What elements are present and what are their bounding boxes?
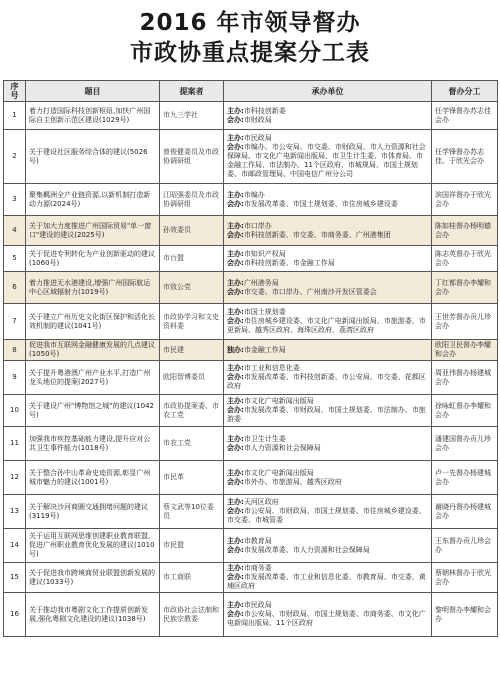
row-seq: 4 <box>4 216 26 246</box>
row-units <box>224 593 432 637</box>
co-units-label: 会办: <box>227 199 244 208</box>
co-units-label: 会办: <box>227 545 244 554</box>
row-proposer: 市台盟 <box>160 246 224 272</box>
main-unit <box>227 134 428 143</box>
main-unit-value: 市口岸办 <box>243 221 272 230</box>
table-row <box>4 102 498 130</box>
row-supervision: 卢一先督办杨建城会办 <box>432 461 498 495</box>
row-topic: 关于加大力度推进广州国际贸易"单一窗口"建设的建议(2025号) <box>26 216 160 246</box>
co-units-value: 市发展改革委、市财政局、市国土规划委、市法制办、市旅游委 <box>227 406 426 423</box>
row-seq: 16 <box>4 593 26 637</box>
row-units <box>224 272 432 304</box>
co-units-value: 市发展改革委、市工业和信息化委、市教育局、市交委、黄埔区政府 <box>227 573 426 590</box>
row-proposer: 市政协社会法制和民族宗教委 <box>160 593 224 637</box>
row-topic: 关于推动我市粤剧文化工作提质创新发展,强化粤剧文化建设的建议(1038号) <box>26 593 160 637</box>
row-supervision: 任学锋督办苏志佳、于欣光会办 <box>432 130 498 184</box>
row-proposer: 市民建 <box>160 340 224 361</box>
co-units-label: 会办: <box>227 477 244 486</box>
co-units-label: 会办: <box>227 115 244 124</box>
main-unit <box>227 191 428 200</box>
co-units <box>227 317 428 335</box>
row-units <box>224 246 432 272</box>
co-units-value: 市科技创新委、市金融工作局 <box>243 258 335 267</box>
row-units <box>224 361 432 395</box>
title-line-1: 2016 年市领导督办 <box>139 10 361 36</box>
co-units-label: 会办: <box>227 507 244 515</box>
co-units-label: 会办: <box>227 287 244 296</box>
table-row <box>4 130 498 184</box>
row-supervision: 陈志英督办于欣光会办 <box>432 246 498 272</box>
row-topic: 关于建立广州历史文化街区保护和活化长效机制的建议(1041号) <box>26 304 160 340</box>
main-unit-label: 主办: <box>227 221 244 230</box>
row-supervision: 任学锋督办苏志佳会办 <box>432 102 498 130</box>
co-units-label: 会办: <box>227 573 244 581</box>
main-unit <box>227 435 428 444</box>
co-units-label: 会办: <box>227 610 244 618</box>
row-units <box>224 130 432 184</box>
row-supervision: 谢晓丹督办杨建城会办 <box>432 495 498 529</box>
row-topic: 加强我市疾控基础能力建设,提升应对公共卫生事件能力(1018号) <box>26 427 160 461</box>
row-units <box>224 495 432 529</box>
main-unit <box>227 222 428 231</box>
co-units-label: 会办: <box>227 373 244 381</box>
row-topic: 关于建设社区服务综合体的建议(5026号) <box>26 130 160 184</box>
row-topic: 关于促进专利转化为产业创新驱动的建议(1060号) <box>26 246 160 272</box>
solo-unit <box>227 346 428 355</box>
co-units <box>227 406 428 424</box>
table-row <box>4 184 498 216</box>
co-units-value: 市发展改革委、市人力资源和社会保障局 <box>243 545 370 554</box>
solo-unit-label: 独办: <box>227 345 244 354</box>
main-unit-value: 市文化广电新闻出版局 <box>243 397 314 405</box>
row-proposer: 市民革 <box>160 461 224 495</box>
main-unit-value: 市卫生计生委 <box>243 434 286 443</box>
row-seq: 8 <box>4 340 26 361</box>
co-units <box>227 610 428 628</box>
row-topic: 关于提升粤港澳广州产业水平,打造广州龙头地位的提案(2027号) <box>26 361 160 395</box>
co-units-label: 会办: <box>227 443 244 452</box>
table-row <box>4 272 498 304</box>
row-topic: 促进我市互联网金融健康发展的几点建议(1050号) <box>26 340 160 361</box>
main-unit <box>227 279 428 288</box>
row-seq: 11 <box>4 427 26 461</box>
main-unit-label: 主办: <box>227 106 244 115</box>
row-units <box>224 102 432 130</box>
main-unit-label: 主办: <box>227 134 244 142</box>
main-unit-label: 主办: <box>227 601 244 609</box>
main-unit-value: 广州港务局 <box>243 278 279 287</box>
co-units <box>227 478 428 487</box>
row-supervision: 徐咏虹督办李耀和会办 <box>432 395 498 427</box>
row-supervision: 王东督办贡儿珍会办 <box>432 529 498 563</box>
table-row <box>4 461 498 495</box>
co-units <box>227 546 428 555</box>
row-supervision: 蔡朝林督办于欣光会办 <box>432 563 498 593</box>
co-units-value: 市外办、市旅游局、越秀区政府 <box>243 477 342 486</box>
main-unit-label: 主办: <box>227 308 244 316</box>
row-supervision: 滨国祥督办于欣光会办 <box>432 184 498 216</box>
co-units-value: 市发展改革委、市国土规划委、市住房城乡建设委 <box>243 199 398 208</box>
main-unit <box>227 397 428 406</box>
row-proposer: 江昭强委员及市政协调研组 <box>160 184 224 216</box>
row-units <box>224 304 432 340</box>
co-units-value: 市科技创新委、市交委、市商务委、广州港集团 <box>243 230 391 239</box>
row-supervision: 王世芳督办贡儿珍会办 <box>432 304 498 340</box>
table-row <box>4 529 498 563</box>
co-units-value: 市住房城乡建设委、市文化广电新闻出版局、市旅游委、市更新局、越秀区政府、海珠区政府、荔湾区政府 <box>227 317 426 334</box>
main-unit-value: 市科技创新委 <box>243 106 286 115</box>
table-row <box>4 361 498 395</box>
row-units <box>224 427 432 461</box>
row-topic: 聚集羁洲全产业链资源,以新机制打造新动力源(2024号) <box>26 184 160 216</box>
row-supervision: 丁红都督办李耀和会办 <box>432 272 498 304</box>
main-unit-value: 市文化广电新闻出版局 <box>243 468 314 477</box>
row-topic: 关于运用互联网思维创建职业教育联盟,促进广州职业教育优化发展的建议(1010号) <box>26 529 160 563</box>
co-units-value: 市财政局 <box>243 115 272 124</box>
row-seq: 5 <box>4 246 26 272</box>
co-units-label: 会办: <box>227 317 244 325</box>
main-unit <box>227 107 428 116</box>
row-proposer: 市政协提案委、市农工党 <box>160 395 224 427</box>
row-seq: 9 <box>4 361 26 395</box>
title-block <box>0 0 500 72</box>
main-unit <box>227 564 428 573</box>
main-unit <box>227 537 428 546</box>
co-units-label: 会办: <box>227 230 244 239</box>
row-seq: 6 <box>4 272 26 304</box>
row-supervision: 欧阳卫民督办李耀和会办 <box>432 340 498 361</box>
header-topic: 题目 <box>26 81 160 102</box>
row-seq: 15 <box>4 563 26 593</box>
co-units-value: 市交委、市口岸办、广州南沙开发区管委会 <box>243 287 377 296</box>
row-units <box>224 395 432 427</box>
main-unit-label: 主办: <box>227 468 244 477</box>
co-units <box>227 259 428 268</box>
main-unit-value: 市民政局 <box>243 601 272 609</box>
co-units-value: 市人力资源和社会保障局 <box>243 443 321 452</box>
main-unit-label: 主办: <box>227 564 244 572</box>
table-row <box>4 246 498 272</box>
row-units <box>224 529 432 563</box>
header-seq: 序号 <box>4 81 26 102</box>
table-row <box>4 304 498 340</box>
row-proposer: 市工商联 <box>160 563 224 593</box>
co-units <box>227 373 428 391</box>
row-supervision: 陈如桂督办杨明德会办 <box>432 216 498 246</box>
co-units-label: 会办: <box>227 258 244 267</box>
row-topic: 着力打造国际科技创新枢纽,加快广州国际自主创新示范区建设(1029号) <box>26 102 160 130</box>
row-proposer: 市政协学习和文史资料委 <box>160 304 224 340</box>
row-units <box>224 216 432 246</box>
co-units-value: 市公安局、市财政局、市国土规划委、市住房城乡建设委、市交委、市城管委 <box>227 507 426 524</box>
main-unit-value: 市编办 <box>243 190 265 199</box>
co-units <box>227 143 428 179</box>
row-units <box>224 461 432 495</box>
table-row <box>4 216 498 246</box>
title-line-2: 市政协重点提案分工表 <box>130 40 370 66</box>
row-units <box>224 563 432 593</box>
table-row <box>4 495 498 529</box>
table-row <box>4 593 498 637</box>
header-proposer: 提案者 <box>160 81 224 102</box>
table-header-row <box>4 81 498 102</box>
main-unit-value: 市教育局 <box>243 536 272 545</box>
co-units-value: 市发展改革委、市科技创新委、市公安局、市交委、花都区政府 <box>227 373 426 390</box>
main-unit-label: 主办: <box>227 364 244 372</box>
row-seq: 1 <box>4 102 26 130</box>
main-unit-label: 主办: <box>227 536 244 545</box>
row-proposer: 市致公党 <box>160 272 224 304</box>
co-units-value: 市公安局、市财政局、市国土规划委、市商务委、市文化广电新闻出版局、11个区政府 <box>227 610 426 627</box>
co-units-label: 会办: <box>227 143 244 151</box>
row-seq: 13 <box>4 495 26 529</box>
row-seq: 3 <box>4 184 26 216</box>
row-units <box>224 340 432 361</box>
row-seq: 12 <box>4 461 26 495</box>
main-unit-label: 主办: <box>227 190 244 199</box>
main-unit <box>227 601 428 610</box>
co-units <box>227 231 428 240</box>
row-topic: 着力推进无水港建设,增强广州国际航运中心区域辐射力(1019号) <box>26 272 160 304</box>
header-units: 承办单位 <box>224 81 432 102</box>
row-topic: 关于整合孙中山革命史迹资源,彰显广州城市魅力的建议(1001号) <box>26 461 160 495</box>
main-unit-value: 市知识产权局 <box>243 249 286 258</box>
proposal-table <box>3 80 498 637</box>
co-units-label: 会办: <box>227 406 244 414</box>
main-unit <box>227 469 428 478</box>
main-unit <box>227 498 428 507</box>
table-row <box>4 427 498 461</box>
main-unit-label: 主办: <box>227 434 244 443</box>
co-units <box>227 288 428 297</box>
main-unit-label: 主办: <box>227 278 244 287</box>
main-unit-label: 主办: <box>227 249 244 258</box>
row-units <box>224 184 432 216</box>
row-topic: 关于促进我市跨境商贸业联盟创新发展的建议(1033号) <box>26 563 160 593</box>
table-row <box>4 563 498 593</box>
main-unit-label: 主办: <box>227 397 244 405</box>
co-units-value: 市编办、市公安局、市交委、市财政局、市人力资源和社会保障局、市文化广电新闻出版局、市卫生计生委、市体育局、市金融工作局、市法制办、11个区政府、市城规局、市国土规划委、市邮政管理局、中国电信广州分公司 <box>227 143 426 178</box>
row-proposer: 曾俊健委员及市政协调研组 <box>160 130 224 184</box>
row-seq: 14 <box>4 529 26 563</box>
row-proposer: 市农工党 <box>160 427 224 461</box>
main-unit <box>227 250 428 259</box>
table-row <box>4 395 498 427</box>
header-supervision: 督办分工 <box>432 81 498 102</box>
main-unit-value: 市商务委 <box>243 564 272 572</box>
main-unit-value: 市民政局 <box>243 134 272 142</box>
main-unit <box>227 308 428 317</box>
row-proposer: 蔡文武等10位委员 <box>160 495 224 529</box>
row-topic: 关于建设广州"博物馆之城"的建议(1042号) <box>26 395 160 427</box>
table-row <box>4 340 498 361</box>
row-supervision: 黎明督办李耀和会办 <box>432 593 498 637</box>
row-supervision: 潘建国督办贡儿珍会办 <box>432 427 498 461</box>
co-units <box>227 116 428 125</box>
row-seq: 2 <box>4 130 26 184</box>
co-units <box>227 200 428 209</box>
table-body <box>4 102 498 637</box>
row-proposer: 欧阳智博委员 <box>160 361 224 395</box>
co-units <box>227 444 428 453</box>
main-unit <box>227 364 428 373</box>
row-proposer: 市民盟 <box>160 529 224 563</box>
co-units <box>227 507 428 525</box>
row-topic: 关于解决沙河商圈交通拥堵问题的建议(3119号) <box>26 495 160 529</box>
row-proposer: 孙效委员 <box>160 216 224 246</box>
row-seq: 10 <box>4 395 26 427</box>
solo-unit-value: 市金融工作局 <box>243 345 286 354</box>
row-proposer: 市九三学社 <box>160 102 224 130</box>
row-supervision: 周亚伟督办杨建城会办 <box>432 361 498 395</box>
main-unit-label: 主办: <box>227 498 244 506</box>
main-unit-value: 市国土规划委 <box>243 308 286 316</box>
main-unit-value: 市工业和信息化委 <box>243 364 300 372</box>
main-unit-value: 天河区政府 <box>243 498 279 506</box>
co-units <box>227 573 428 591</box>
row-seq: 7 <box>4 304 26 340</box>
